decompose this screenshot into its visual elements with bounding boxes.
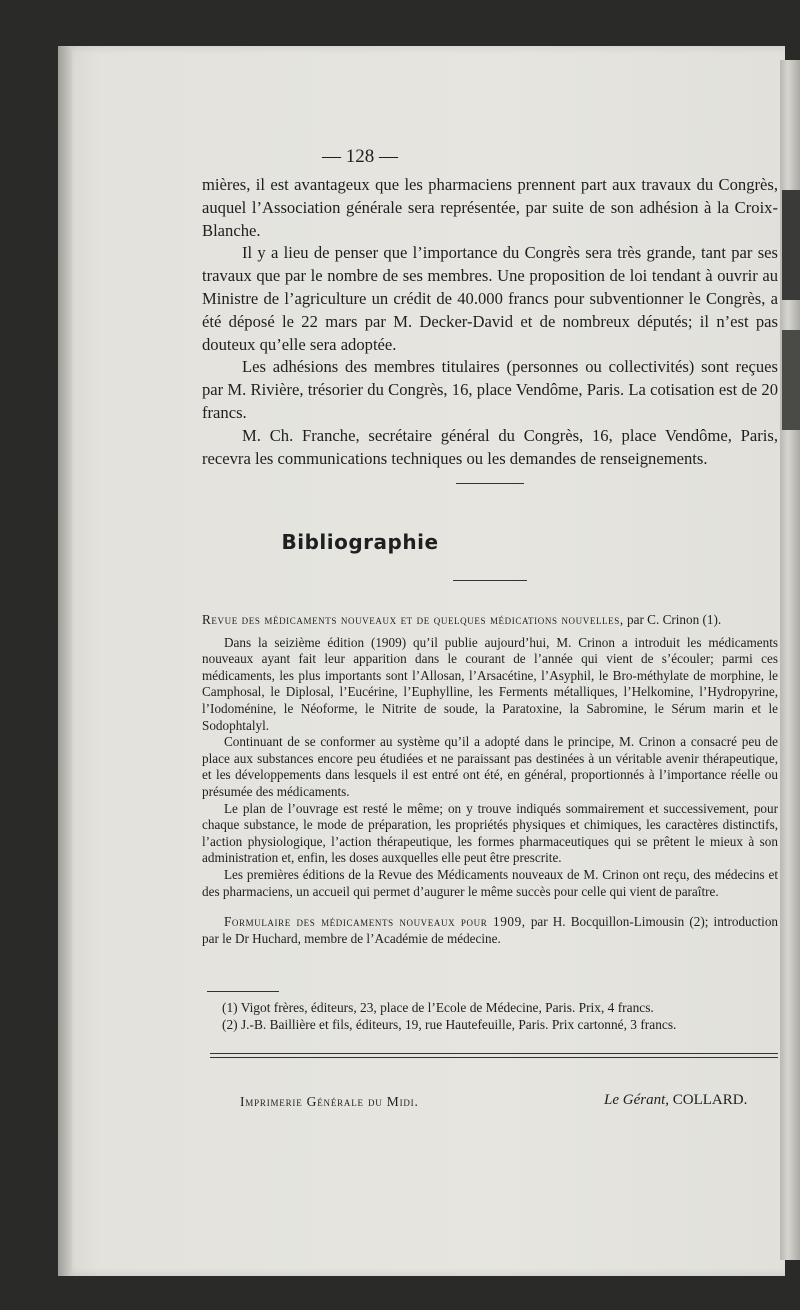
review-paragraph: Le plan de l’ouvrage est resté le même; on y trouve indiqués sommairement et successivement, pour chaque substance, le mode de préparation, les propriétés physiques et chimiques, les caractères distinctifs, l’action physiologique, l’action thérapeutique, les formes pharmaceutiques qui se prêtent le mieux à son administration et, enfin, les doses auxquelles elle peut être prescrite. <box>202 800 778 866</box>
manager-name: COLLARD. <box>672 1092 748 1108</box>
footnote: (2) J.-B. Baillière et fils, éditeurs, 19, rue Hautefeuille, Paris. Prix cartonné, 3 francs. <box>222 1016 677 1032</box>
section-divider <box>453 580 527 581</box>
review-paragraph: Les premières éditions de la Revue des Médicaments nouveaux de M. Crinon ont reçu, des médecins et des pharmaciens, un accueil qui permet d’augurer le même succès pour celle qui vient de paraître. <box>202 866 778 899</box>
printer-credit: Imprimerie Générale du Midi. <box>240 1094 419 1109</box>
section-title: Bibliographie <box>281 530 439 554</box>
review-paragraph: Continuant de se conformer au système qu’il a adopté dans le principe, M. Crinon a consacré peu de place aux substances encore peu étudiées et ne paraissant pas destinées à un véritable avenir thérapeutique, et les développements dans lesquels il est entré ont été, en général, proportionnés à l’importance réelle ou présumée des médicaments. <box>202 734 778 799</box>
footer-rule <box>210 1053 778 1054</box>
footnote-separator <box>207 991 279 992</box>
paragraph: M. Ch. Franche, secrétaire général du Congrès, 16, place Vendôme, Paris, recevra les communications techniques ou les demandes de renseignements. <box>202 425 778 468</box>
paragraph: Les adhésions des membres titulaires (personnes ou collectivités) sont reçues par M. Rivière, trésorier du Congrès, 16, place Vendôme, Paris. La cotisation est de 20 francs. <box>202 357 778 422</box>
review-description: par H. Bocquillon-Limousin (2); introduction par le Dr Huchard, membre de l’Académie de médecine. <box>202 914 779 946</box>
page-number: — 128 — <box>322 146 398 167</box>
footer-rule <box>210 1057 778 1058</box>
review-author: par C. Crinon (1). <box>627 612 722 627</box>
next-page-ink <box>782 190 800 300</box>
section-divider <box>456 483 524 484</box>
review-title: Revue des médicaments nouveaux et de quelques médications nouvelles, <box>202 612 624 627</box>
review-title: Formulaire des médicaments nouveaux pour 1909, <box>224 914 526 930</box>
manager-label: Le Gérant, <box>604 1092 669 1108</box>
footnotes <box>222 1000 778 1033</box>
paragraph: mières, il est avantageux que les pharmaciens prennent part aux travaux du Congrès, auquel l’Association générale sera représentée, par suite de son adhésion à la Croix-Blanche. <box>202 175 778 240</box>
manager-credit <box>604 1092 747 1109</box>
review-entry <box>202 612 778 629</box>
next-page-ink <box>782 330 800 430</box>
review-entry <box>202 914 778 947</box>
review-paragraph: Dans la seizième édition (1909) qu’il publie aujourd’hui, M. Crinon a introduit les médicaments nouveaux ayant fait leur apparition dans le courant de l’année qui vient de s’écouler; parmi ces médicaments, les plus importants sont l’Allosan, l’Arsacétine, l’Asyphil, le Bro-méthylate de morphine, le Camphosal, le Diplosal, l’Eucérine, l’Euphylline, les Ferments métalliques, l’Helkomine, l’Hydropyrine, l’Iodoménine, le Néoforme, le Nitrite de soude, la Paratoxine, la Sabromine, le Sérum marin et le Sodophtalyl. <box>202 634 778 733</box>
bibliography <box>202 612 778 947</box>
article-body <box>202 174 778 470</box>
page-gutter <box>58 46 72 1276</box>
paragraph: Il y a lieu de penser que l’importance du Congrès sera très grande, tant par ses travaux que par le nombre de ses membres. Une proposition de loi tendant à ouvrir au Ministre de l’agriculture un crédit de 40.000 francs pour subventionner le Congrès, a été déposé le 22 mars par M. Decker-David et de nombreux députés; il n’est pas douteux qu’elle sera adoptée. <box>202 243 778 354</box>
footnote: (1) Vigot frères, éditeurs, 23, place de l’Ecole de Médecine, Paris. Prix, 4 francs. <box>222 1000 654 1015</box>
